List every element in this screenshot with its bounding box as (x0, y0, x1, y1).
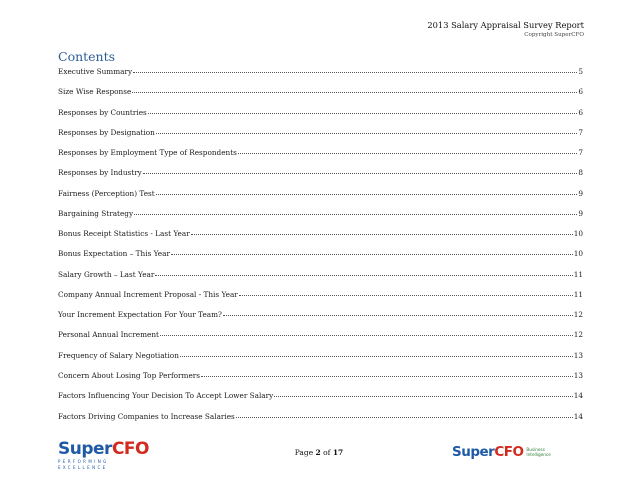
toc-entry-page: 12 (573, 310, 583, 320)
toc-entry-label: Responses by Industry (58, 168, 142, 178)
toc-entry-page: 6 (578, 107, 583, 117)
supercfo-business-intelligence-logo (452, 440, 580, 464)
toc-entry[interactable] (58, 82, 583, 102)
toc-entry-page: 14 (573, 411, 583, 421)
toc-entry-page: 9 (578, 208, 583, 218)
table-of-contents (58, 62, 583, 427)
toc-dot-leader (191, 233, 573, 235)
toc-entry-page: 6 (578, 87, 583, 97)
toc-entry-page: 9 (578, 188, 583, 198)
toc-entry-page: 5 (578, 67, 583, 76)
toc-dot-leader (133, 71, 577, 73)
logo-right-sub-line1: Business (526, 447, 545, 452)
toc-dot-leader (160, 334, 573, 336)
toc-entry[interactable] (58, 346, 583, 366)
toc-entry-label: Bonus Expectation – This Year (58, 249, 170, 259)
page-prefix: Page (294, 448, 314, 457)
logo-right-cfo: CFO (494, 444, 524, 460)
toc-entry-label: Concern About Losing Top Performers (58, 370, 201, 380)
toc-entry[interactable] (58, 386, 583, 406)
toc-dot-leader (134, 213, 577, 215)
toc-dot-leader (156, 193, 578, 195)
toc-entry-label: Your Increment Expectation For Your Team? (58, 310, 222, 320)
toc-dot-leader (155, 274, 572, 276)
toc-entry[interactable] (58, 143, 583, 163)
toc-entry-page: 14 (573, 391, 583, 401)
toc-entry-label: Responses by Employment Type of Respondents (58, 148, 237, 158)
toc-dot-leader (143, 172, 578, 174)
toc-entry-label: Frequency of Salary Negotiation (58, 350, 179, 360)
toc-dot-leader (180, 355, 573, 357)
page-of: of (323, 448, 331, 457)
toc-dot-leader (239, 294, 573, 296)
toc-entry-page: 7 (578, 127, 583, 137)
logo-left-tagline: PERFORMING EXCELLENCE (58, 459, 109, 470)
toc-entry[interactable] (58, 224, 583, 244)
toc-entry-label: Factors Influencing Your Decision To Accept Lower Salary (58, 391, 274, 401)
toc-entry-label: Responses by Countries (58, 107, 147, 117)
toc-entry-page: 8 (578, 168, 583, 178)
toc-entry[interactable] (58, 305, 583, 325)
toc-entry-page: 10 (573, 229, 583, 239)
toc-entry[interactable] (58, 62, 583, 82)
logo-right-sub-line2: Intelligence (526, 452, 551, 457)
logo-left-super: Super (58, 439, 112, 459)
toc-entry[interactable] (58, 244, 583, 264)
page-total: 17 (332, 448, 344, 457)
toc-dot-leader (274, 395, 572, 397)
toc-entry-label: Company Annual Increment Proposal - This Year (58, 289, 238, 299)
toc-dot-leader (132, 91, 577, 93)
toc-entry[interactable] (58, 184, 583, 204)
toc-heading: Contents (58, 49, 116, 64)
toc-entry[interactable] (58, 265, 583, 285)
toc-dot-leader (148, 112, 578, 114)
toc-entry-page: 11 (573, 289, 583, 299)
toc-entry-label: Personal Annual Increment (58, 330, 159, 340)
toc-entry-label: Fairness (Perception) Test (58, 188, 155, 198)
toc-entry[interactable] (58, 407, 583, 427)
toc-entry-label: Bonus Receipt Statistics - Last Year (58, 229, 190, 239)
toc-dot-leader (156, 132, 577, 134)
toc-dot-leader (201, 375, 573, 377)
toc-entry-label: Responses by Designation (58, 127, 155, 137)
toc-dot-leader (223, 314, 573, 316)
toc-dot-leader (238, 152, 577, 154)
toc-entry[interactable] (58, 103, 583, 123)
toc-entry[interactable] (58, 204, 583, 224)
toc-entry-label: Salary Growth – Last Year (58, 269, 155, 279)
toc-entry[interactable] (58, 285, 583, 305)
toc-entry[interactable] (58, 163, 583, 183)
toc-entry-page: 12 (573, 330, 583, 340)
toc-entry-label: Size Wise Response (58, 87, 132, 97)
logo-right-super: Super (452, 444, 495, 460)
copyright-notice: Copyright SuperCFO (524, 32, 584, 38)
toc-entry[interactable] (58, 366, 583, 386)
toc-entry-label: Factors Driving Companies to Increase Salaries (58, 411, 235, 421)
toc-entry[interactable] (58, 325, 583, 345)
toc-entry-page: 11 (573, 269, 583, 279)
report-title: 2013 Salary Appraisal Survey Report (427, 20, 584, 30)
logo-left-cfo: CFO (111, 439, 149, 459)
toc-entry-label: Executive Summary (58, 67, 133, 76)
toc-dot-leader (171, 253, 573, 255)
toc-entry-page: 13 (573, 350, 583, 360)
toc-entry[interactable] (58, 123, 583, 143)
toc-entry-page: 7 (578, 148, 583, 158)
toc-entry-label: Bargaining Strategy (58, 208, 134, 218)
toc-entry-page: 13 (573, 370, 583, 380)
report-header (427, 20, 584, 40)
toc-entry-page: 10 (573, 249, 583, 259)
page-current: 2 (315, 448, 321, 457)
toc-dot-leader (236, 416, 573, 418)
